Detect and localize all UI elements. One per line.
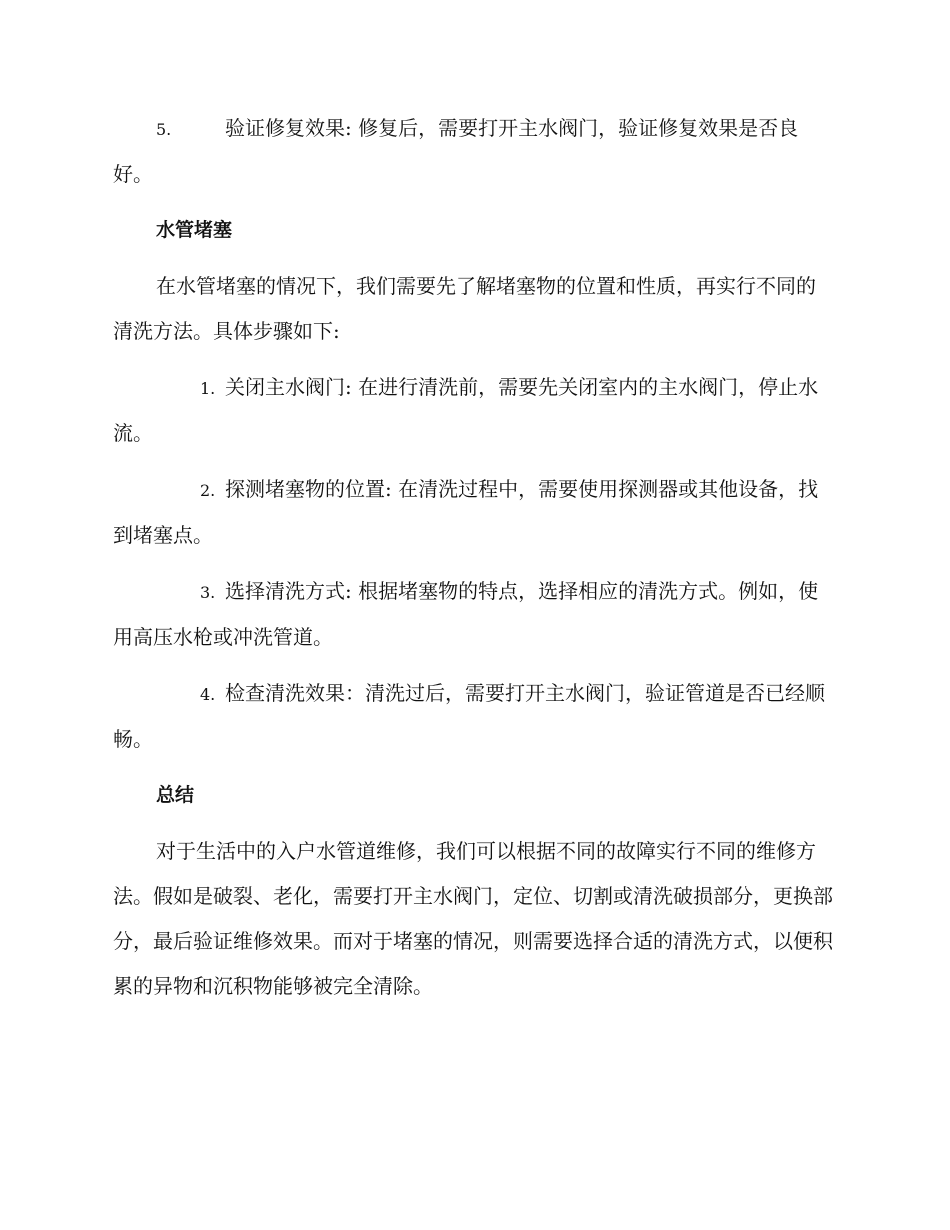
paragraph-clog-intro: 在水管堵塞的情况下，我们需要先了解堵塞物的位置和性质，再实行不同的清洗方法。具体步骤如下: [113, 274, 816, 343]
list-number: 5. [156, 120, 172, 139]
list-item-clog-4 [113, 671, 835, 762]
list-number: 3. [200, 583, 216, 602]
list-text: 探测堵塞物的位置: 在清洗过程中，需要使用探测器或其他设备，找到堵塞点。 [113, 477, 819, 547]
list-item-clog-2 [113, 467, 835, 558]
document-page [113, 106, 835, 1020]
list-item-clog-1 [113, 365, 835, 456]
section-heading-summary: 总结 [156, 784, 195, 806]
list-text: 检查清洗效果：清洗过后，需要打开主水阀门，验证管道是否已经顺畅。 [113, 681, 825, 751]
list-text: 关闭主水阀门: 在进行清洗前，需要先关闭室内的主水阀门，停止水流。 [113, 375, 819, 445]
section-heading-clog: 水管堵塞 [156, 219, 233, 241]
list-number: 2. [200, 481, 216, 500]
list-item-step-5 [113, 106, 835, 197]
paragraph-summary: 对于生活中的入户水管道维修，我们可以根据不同的故障实行不同的维修方法。假如是破裂、老化，需要打开主水阀门，定位、切割或清洗破损部分，更换部分，最后验证维修效果。而对于堵塞的情况，则需要选择合适的清洗方式，以便积累的异物和沉积物能够被完全清除。 [113, 839, 833, 998]
list-number: 1. [200, 379, 216, 398]
list-text: 验证修复效果: 修复后，需要打开主水阀门，验证修复效果是否良好。 [113, 116, 799, 186]
list-item-clog-3 [113, 569, 835, 660]
list-text: 选择清洗方式: 根据堵塞物的特点，选择相应的清洗方式。例如，使用高压水枪或冲洗管道。 [113, 579, 819, 649]
list-number: 4. [200, 685, 216, 704]
